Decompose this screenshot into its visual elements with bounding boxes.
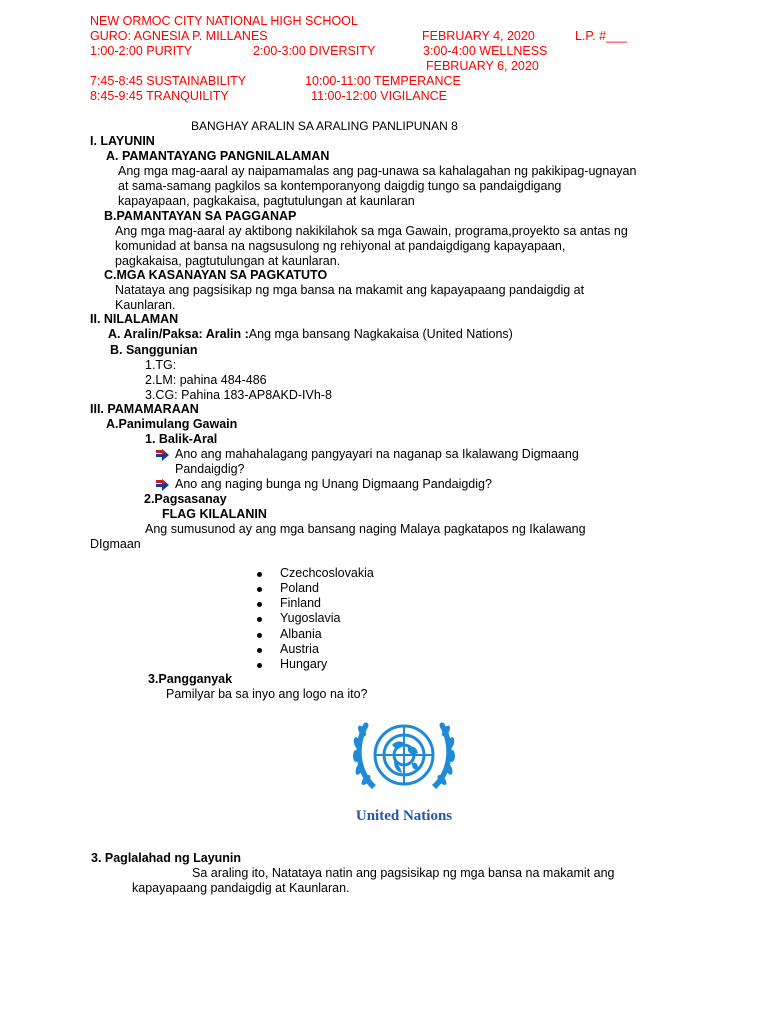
paragraph-line: Kaunlaran.: [115, 298, 176, 312]
schedule-2: 2:00-3:00 DIVERSITY: [253, 44, 376, 58]
schedule-7: 11:00-12:00 VIGILANCE: [311, 89, 447, 103]
pamamaraan-heading: III. PAMAMARAAN: [90, 402, 199, 416]
paglalahad-line: kapayapaang pandaigdig at Kaunlaran.: [132, 881, 350, 895]
aralin-paksa: [108, 327, 513, 342]
country-item: Austria: [280, 642, 319, 656]
schedule-3: 3:00-4:00 WELLNESS: [423, 44, 548, 58]
paragraph-line: Natataya ang pagsisikap ng mga bansa na makamit ang kapayapaang pandaigdig at: [115, 283, 585, 297]
bullet-icon: [257, 617, 262, 622]
logo-caption: United Nations: [355, 808, 453, 824]
teacher-name: GURO: AGNESIA P. MILLANES: [90, 29, 268, 43]
paragraph-line: at sama-samang pagkilos sa kontemporanyong daigdig tungo sa pandaigdigang: [118, 179, 562, 193]
question-1-line: Pandaigdig?: [175, 462, 245, 476]
united-nations-logo: [328, 709, 480, 827]
bullet-icon: [257, 648, 262, 653]
layunin-heading: I. LAYUNIN: [90, 134, 155, 148]
schedule-5: 10:00-11:00 TEMPERANCE: [305, 74, 461, 88]
aralin-text: Ang mga bansang Nagkakaisa (United Nations): [248, 327, 513, 341]
bullet-icon: [257, 587, 262, 592]
country-item: Yugoslavia: [280, 611, 341, 625]
country-item: Poland: [280, 581, 319, 595]
arrow-bullet-icon: [156, 449, 170, 461]
question-1-line: Ano ang mahahalagang pangyayari na naganap sa Ikalawang Digmaang: [175, 447, 579, 461]
page-title: BANGHAY ARALIN SA ARALING PANLIPUNAN 8: [191, 119, 458, 133]
aralin-label: A. Aralin/Paksa: Aralin :: [108, 327, 249, 341]
reference-item: 1.TG:: [145, 358, 177, 372]
bullet-icon: [257, 572, 262, 577]
sanggunian-heading: B. Sanggunian: [110, 343, 198, 357]
panimulang-gawain-heading: A.Panimulang Gawain: [106, 417, 238, 431]
bullet-icon: [257, 633, 262, 638]
intro-line: DIgmaan: [90, 537, 141, 551]
bullet-icon: [257, 602, 262, 607]
paglalahad-line: Sa araling ito, Natataya natin ang pagsisikap ng mga bansa na makamit ang: [192, 866, 615, 880]
schedule-1: 1:00-2:00 PURITY: [90, 44, 193, 58]
paglalahad-heading: 3. Paglalahad ng Layunin: [91, 851, 242, 865]
question-2: Ano ang naging bunga ng Unang Digmaang Pandaigdig?: [175, 477, 492, 491]
pangganyak-question: Pamilyar ba sa inyo ang logo na ito?: [166, 687, 368, 701]
paragraph-line: komunidad at bansa na nagsusulong ng rehiyonal at pandaigdigang kapayapaan,: [115, 239, 566, 253]
date-1: FEBRUARY 4, 2020: [422, 29, 535, 43]
kasanayan-heading: C.MGA KASANAYAN SA PAGKATUTO: [104, 268, 328, 282]
lesson-plan-number: L.P. #___: [575, 29, 627, 43]
paragraph-line: pagkakaisa, pagtutulungan at kaunlaran.: [115, 254, 341, 268]
reference-item: 2.LM: pahina 484-486: [145, 373, 267, 387]
balik-aral-heading: 1. Balik-Aral: [145, 432, 218, 446]
school-name: NEW ORMOC CITY NATIONAL HIGH SCHOOL: [90, 14, 358, 28]
country-item: Hungary: [280, 657, 328, 671]
schedule-4: 7:45-8:45 SUSTAINABILITY: [90, 74, 247, 88]
schedule-6: 8:45-9:45 TRANQUILITY: [90, 89, 229, 103]
pangganyak-heading: 3.Pangganyak: [148, 672, 233, 686]
date-2: FEBRUARY 6, 2020: [426, 59, 539, 73]
nilalaman-heading: II. NILALAMAN: [90, 312, 179, 326]
un-emblem-icon: [328, 709, 480, 805]
pamantayang-pangnilalaman-heading: A. PAMANTAYANG PANGNILALAMAN: [106, 149, 330, 163]
paragraph-line: kapayapaan, pagkakaisa, pagtutulungan at kaunlaran: [118, 194, 415, 208]
arrow-bullet-icon: [156, 479, 170, 491]
country-item: Czechcoslovakia: [280, 566, 374, 580]
country-item: Finland: [280, 596, 321, 610]
bullet-icon: [257, 663, 262, 668]
paragraph-line: Ang mga mag-aaral ay aktibong nakikilahok sa mga Gawain, programa,proyekto sa antas ng: [115, 224, 628, 238]
pagsasanay-heading: 2.Pagsasanay: [144, 492, 227, 506]
flag-kilalanin-heading: FLAG KILALANIN: [162, 507, 267, 521]
paragraph-line: Ang mga mag-aaral ay naipamamalas ang pag-unawa sa kahalagahan ng pakikipag-ugnayan: [118, 164, 637, 178]
country-item: Albania: [280, 627, 322, 641]
intro-line: Ang sumusunod ay ang mga bansang naging Malaya pagkatapos ng Ikalawang: [145, 522, 586, 536]
reference-item: 3.CG: Pahina 183-AP8AKD-IVh-8: [145, 388, 332, 402]
pamantayan-sa-pagganap-heading: B.PAMANTAYAN SA PAGGANAP: [104, 209, 297, 223]
